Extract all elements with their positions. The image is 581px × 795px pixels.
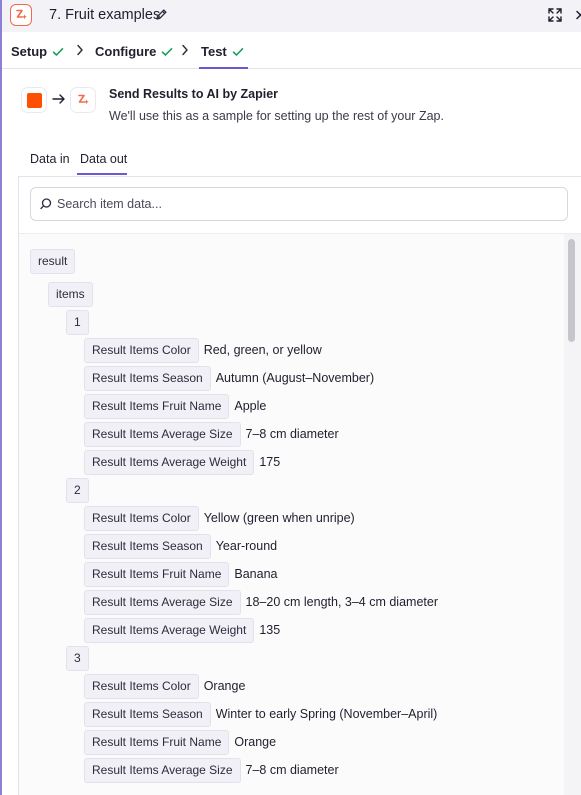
close-icon[interactable] [575, 8, 581, 26]
tree-field-row[interactable] [84, 673, 245, 699]
chevron-right-icon [181, 44, 189, 56]
field-key: Result Items Average Weight [84, 450, 254, 475]
field-key: Result Items Fruit Name [84, 562, 229, 587]
field-key: Result Items Season [84, 702, 211, 727]
tree-field-row[interactable] [84, 729, 276, 755]
trigger-app-icon [22, 88, 46, 112]
zapier-ai-icon [10, 4, 32, 26]
tree-key: items [48, 282, 93, 307]
active-step-indicator [199, 67, 248, 69]
field-value: Orange [234, 735, 277, 749]
tree-field-row[interactable] [84, 701, 437, 727]
field-value: 18–20 cm length, 3–4 cm diameter [245, 595, 438, 609]
tree-node-item-3[interactable] [66, 645, 89, 671]
field-key: Result Items Average Size [84, 590, 241, 615]
data-tree [19, 233, 581, 795]
tab-data-out[interactable]: Data out [80, 152, 128, 166]
tree-field-row[interactable] [84, 393, 266, 419]
field-value: Orange [203, 679, 246, 693]
field-key: Result Items Color [84, 506, 199, 531]
scrollbar-thumb[interactable] [568, 239, 575, 342]
tree-index: 1 [66, 310, 89, 335]
checkmark-icon [52, 47, 64, 57]
tree-field-row[interactable] [84, 505, 355, 531]
step-configure[interactable] [95, 44, 173, 59]
step-setup[interactable] [11, 44, 64, 59]
field-value: 135 [259, 623, 281, 637]
step-summary [2, 70, 581, 140]
field-value: 175 [259, 455, 281, 469]
checkmark-icon [232, 47, 244, 57]
summary-title: Send Results to AI by Zapier [109, 87, 279, 101]
tree-key: result [30, 249, 75, 274]
step-navigation [2, 32, 581, 69]
field-key: Result Items Season [84, 534, 211, 559]
field-key: Result Items Color [84, 338, 199, 363]
tree-field-row[interactable] [84, 449, 280, 475]
active-tab-indicator [77, 173, 127, 175]
tab-data-in[interactable]: Data in [30, 152, 70, 166]
arrow-right-icon [52, 93, 66, 105]
field-key: Result Items Fruit Name [84, 394, 229, 419]
field-key: Result Items Average Weight [84, 618, 254, 643]
field-value: Banana [234, 567, 278, 581]
tree-node-item-2[interactable] [66, 477, 89, 503]
search-input[interactable] [57, 195, 557, 213]
tree-field-row[interactable] [84, 533, 277, 559]
tree-node-items[interactable] [48, 281, 93, 307]
data-out-panel [18, 176, 581, 795]
field-value: 7–8 cm diameter [245, 763, 339, 777]
tree-node-result[interactable] [30, 248, 75, 274]
zapier-ai-icon [71, 88, 95, 112]
field-value: Yellow (green when unripe) [203, 511, 355, 525]
tree-index: 3 [66, 646, 89, 671]
field-value: 7–8 cm diameter [245, 427, 339, 441]
expand-icon[interactable] [547, 7, 563, 28]
tree-node-item-1[interactable] [66, 309, 89, 335]
tree-field-row[interactable] [84, 617, 280, 643]
field-value: Autumn (August–November) [215, 371, 375, 385]
tree-index: 2 [66, 478, 89, 503]
step-test-label: Test [201, 44, 227, 59]
field-value: Red, green, or yellow [203, 343, 322, 357]
tree-field-row[interactable] [84, 589, 438, 615]
field-key: Result Items Average Size [84, 758, 241, 783]
step-configure-label: Configure [95, 44, 157, 59]
field-key: Result Items Fruit Name [84, 730, 229, 755]
tree-field-row[interactable] [84, 421, 339, 447]
tree-field-row[interactable] [84, 337, 322, 363]
field-key: Result Items Color [84, 674, 199, 699]
step-test[interactable] [201, 44, 244, 59]
field-value: Winter to early Spring (November–April) [215, 707, 438, 721]
chevron-right-icon [76, 44, 84, 56]
field-key: Result Items Average Size [84, 422, 241, 447]
step-title: 7. Fruit examples [49, 7, 161, 23]
tree-field-row[interactable] [84, 757, 339, 783]
field-value: Year-round [215, 539, 278, 553]
step-setup-label: Setup [11, 44, 48, 59]
field-value: Apple [234, 399, 267, 413]
tree-field-row[interactable] [84, 561, 277, 587]
search-icon [39, 197, 53, 211]
checkmark-icon [161, 47, 173, 57]
tree-field-row[interactable] [84, 365, 374, 391]
pencil-icon[interactable] [155, 8, 168, 26]
search-box[interactable] [30, 187, 568, 221]
title-bar [2, 0, 581, 32]
data-tabs [2, 140, 581, 176]
field-key: Result Items Season [84, 366, 211, 391]
summary-subtitle: We'll use this as a sample for setting up the rest of your Zap. [109, 109, 444, 123]
